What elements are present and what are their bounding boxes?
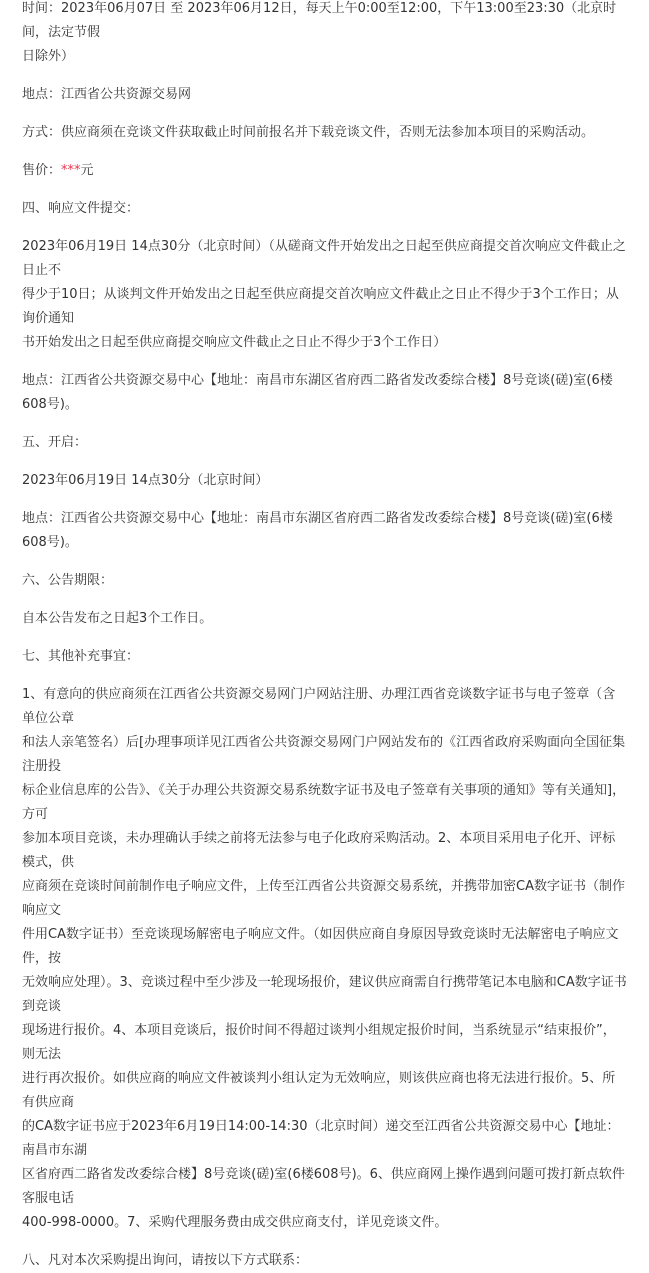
time-line-cont: 日除外） <box>22 49 75 64</box>
price-value: *** <box>61 163 81 178</box>
supplement-line: 区省府西二路省发改委综合楼】8号竞谈(磋)室(6楼608号)。6、供应商网上操作遇到问题可拨打新点软件客服电话 <box>22 1167 625 1206</box>
supplement-line: 件用CA数字证书）至竞谈现场解密电子响应文件。（如因供应商自身原因导致竞谈时无法解密电子响应文件，按 <box>22 927 619 966</box>
submission-time-line: 书开始发出之日起至供应商提交响应文件截止之日止不得少于3个工作日） <box>22 335 447 350</box>
opening-time-line: 2023年06月19日 14点30分（北京时间） <box>22 473 269 488</box>
price-line <box>22 159 627 183</box>
supplement-line: 的CA数字证书应于2023年6月19日14:00-14:30（北京时间）递交至江西省公共资源交易中心【地址：南昌市东湖 <box>22 1119 620 1158</box>
section-heading-6: 六、公告期限： <box>22 573 114 588</box>
method-line: 方式：供应商须在竞谈文件获取截止时间前报名并下载竞谈文件，否则无法参加本项目的采购活动。 <box>22 125 595 140</box>
submission-place-line: 地点：江西省公共资源交易中心【地址：南昌市东湖区省府西二路省发改委综合楼】8号竞谈(磋)室(6楼608号)。 <box>22 373 613 412</box>
supplement-line: 无效响应处理）。3、竞谈过程中至少涉及一轮现场报价，建议供应商需自行携带笔记本电脑和CA数字证书到竞谈 <box>22 975 627 1014</box>
supplement-line: 参加本项目竞谈，未办理确认手续之前将无法参与电子化政府采购活动。2、本项目采用电子化开、评标模式，供 <box>22 831 616 870</box>
supplement-line: 标企业信息库的公告》、《关于办理公共资源交易系统数字证书及电子签章有关事项的通知》等有关通知]，方可 <box>22 783 626 822</box>
price-label: 售价： <box>22 163 62 178</box>
section-heading-7: 七、其他补充事宜： <box>22 649 140 664</box>
supplement-line: 1、有意向的供应商须在江西省公共资源交易网门户网站注册、办理江西省竞谈数字证书与电子签章（含单位公章 <box>22 687 616 726</box>
section-heading-8: 八、凡对本次采购提出询问，请按以下方式联系： <box>22 1253 309 1268</box>
supplement-line: 进行再次报价。如供应商的响应文件被谈判小组认定为无效响应，则该供应商也将无法进行报价。5、所有供应商 <box>22 1071 616 1110</box>
time-line: 时间：2023年06月07日 至 2023年06月12日，每天上午0:00至12:00，下午13:00至23:30（北京时间，法定节假 <box>22 1 617 40</box>
price-unit: 元 <box>80 163 94 178</box>
opening-place-line: 地点：江西省公共资源交易中心【地址：南昌市东湖区省府西二路省发改委综合楼】8号竞谈(磋)室(6楼608号)。 <box>22 511 613 550</box>
supplement-line: 400-998-0000。7、采购代理服务费由成交供应商支付，详见竞谈文件。 <box>22 1215 448 1230</box>
section-heading-5: 五、开启： <box>22 435 88 450</box>
supplement-line: 现场进行报价。4、本项目竞谈后，报价时间不得超过谈判小组规定报价时间，当系统显示“结束报价”，则无法 <box>22 1023 616 1062</box>
place-line: 地点：江西省公共资源交易网 <box>22 87 192 102</box>
supplement-line: 和法人亲笔签名）后[办理事项详见江西省公共资源交易网门户网站发布的《江西省政府采购面向全国征集注册投 <box>22 735 626 774</box>
notice-period-line: 自本公告发布之日起3个工作日。 <box>22 611 213 626</box>
submission-time-line: 2023年06月19日 14点30分（北京时间）（从磋商文件开始发出之日起至供应商提交首次响应文件截止之日止不 <box>22 239 626 278</box>
submission-time-line: 得少于10日；从谈判文件开始发出之日起至供应商提交首次响应文件截止之日止不得少于3个工作日；从询价通知 <box>22 287 619 326</box>
supplement-line: 应商须在竞谈时间前制作电子响应文件，上传至江西省公共资源交易系统，并携带加密CA数字证书（制作响应文 <box>22 879 625 918</box>
section-heading-4: 四、响应文件提交： <box>22 201 140 216</box>
